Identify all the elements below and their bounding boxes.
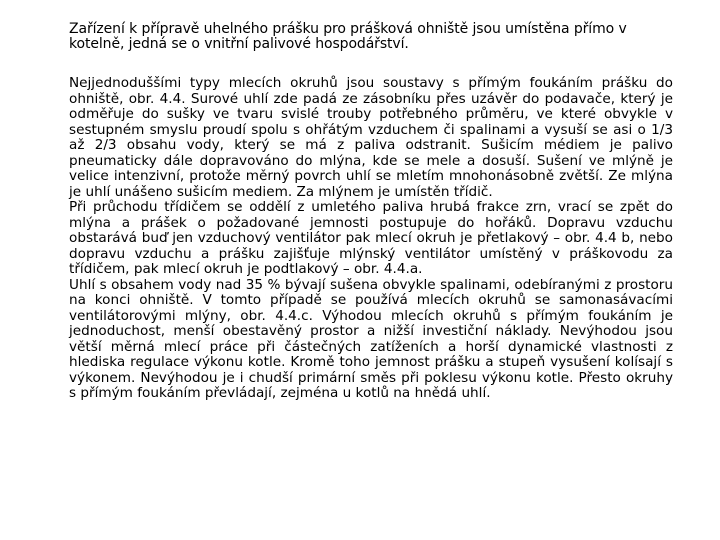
emphasized-term: soustavy s přímým foukáním prášku (382, 75, 648, 91)
intro-paragraph: Zařízení k přípravě uhelného prášku pro prášková ohniště jsou umístěna přímo v kotelně, jedná se o vnitřní palivové hospodářství. (69, 21, 627, 52)
paragraph-direct-firing (69, 76, 673, 200)
body-text (69, 76, 673, 402)
paragraph-flue-gas-drying: Uhlí s obsahem vody nad 35 % bývají sušena obvykle spalinami, odebíranými z prostoru na konci ohniště. V tomto případě se používá mlecích okruhů se samonasávacími ventilátorovými mlýny, obr. 4.4.c. Výhodou mlecích okruhů s přímým foukáním je jednoduchost, menší obestavěný prostor a nižší investiční náklady. Nevýhodou jsou větší měrná mlecí práce při částečných zatíženích a horší dynamické vlastnosti z hlediska regulace výkonu kotle. Kromě toho jemnost prášku a stupeň vysušení kolísají s výkonem. Nevýhodou je i chudší primární směs při poklesu výkonu kotle. Přesto okruhy s přímým foukáním převládají, zejména u kotlů na hnědá uhlí. (69, 276, 673, 401)
paragraph-continuation: do ohniště, obr. 4.4. Surové uhlí zde padá ze zásobníku přes uzávěr do podavače, který je odměřuje do sušky ve tvaru svislé trouby potřebného průměru, ve které obvykle v sestupném smyslu proudí spolu s ohřátým vzduchem či spalinami a vysuší se asi o 1/3 až 2/3 obsahu vody, který se má z paliva odstranit. Sušicím médiem je palivo pneumaticky dále dopravováno do mlýna, kde se mele a dosuší. Sušení ve mlýně je velice intenzivní, protože měrný povrch uhlí se mletím mnohonásobně zvětší. Ze mlýna je uhlí unášeno sušicím mediem. Za mlýnem je umístěn třídič. (69, 75, 673, 200)
paragraph-lead: Nejjednoduššími typy mlecích okruhů jsou (69, 75, 383, 91)
paragraph-classifier: Při průchodu třídičem se oddělí z umletého paliva hrubá frakce zrn, vrací se zpět do mlýna a prášek o požadované jemnosti postupuje do hořáků. Dopravu vzduchu obstarává buď jen vzduchový ventilátor pak mlecí okruh je přetlakový – obr. 4.4 b, nebo dopravu vzduchu a prášku zajišťuje mlýnský ventilátor umístěný v práškovodu za třídičem, pak mlecí okruh je podtlakový – obr. 4.4.a. (69, 199, 673, 277)
